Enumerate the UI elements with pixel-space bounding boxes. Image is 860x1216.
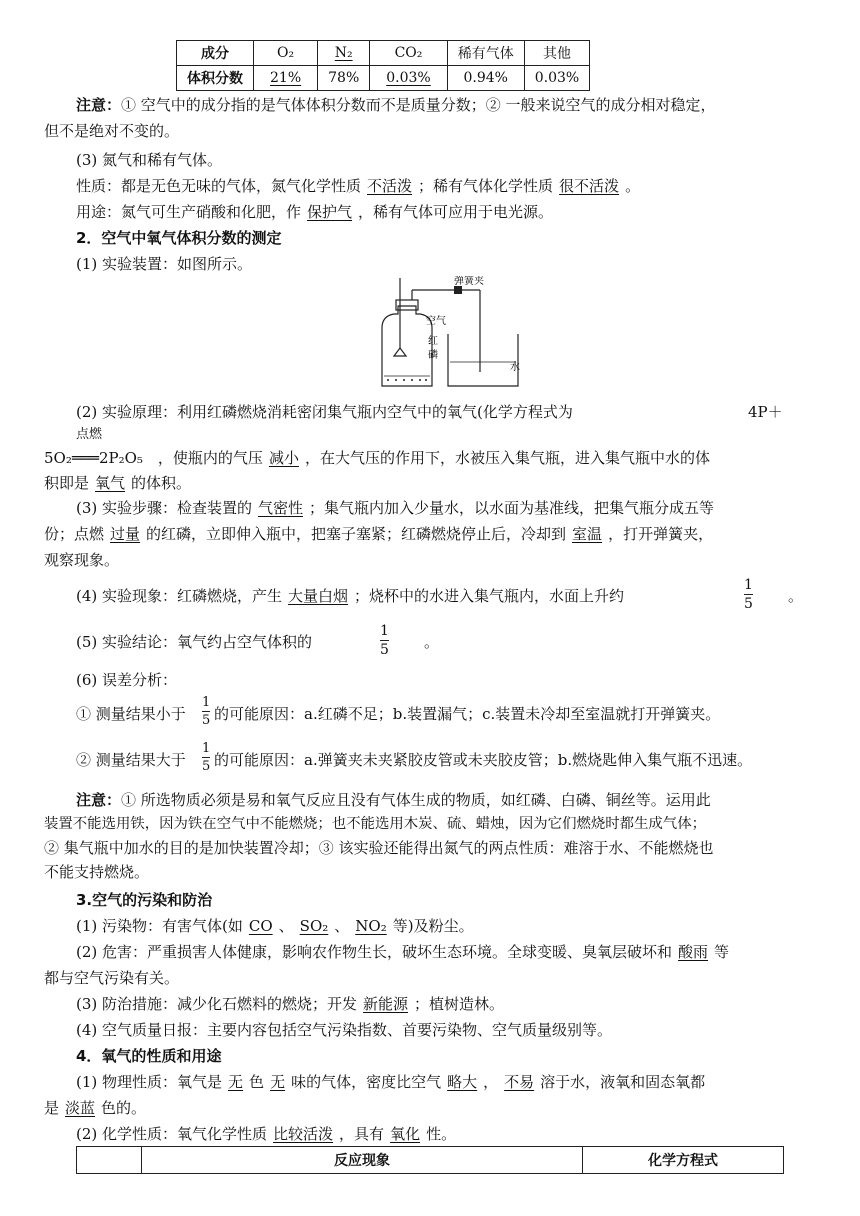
paragraph-line: 5O₂═══2P₂O₅ ，使瓶内的气压 减小 ，在大气压的作用下，水被压入集气瓶，进入集气瓶中水的体 [44, 449, 710, 467]
air-composition-table [176, 40, 590, 91]
fraction-one-fifth: $\frac{1}{5}$ [202, 695, 211, 728]
note-line: 但不是绝对不变的。 [44, 122, 180, 140]
fraction-one-fifth: $\frac{1}{5}$ [380, 623, 389, 658]
answer-blank: 淡蓝 [65, 1099, 96, 1117]
note-line: 装置不能选用铁，因为铁在空气中不能燃烧；也不能选用木炭、硫、蜡烛，因为它们燃烧时都生成气体； [44, 816, 706, 832]
note-line: 不能支持燃烧。 [44, 863, 150, 881]
paragraph-line: (2) 危害：严重损害人体健康，影响农作物生长，破坏生态环境。全球变暖、臭氧层破坏和 酸雨 等 [76, 943, 730, 961]
section-title: 2．空气中氧气体积分数的测定 [76, 229, 282, 247]
error-cause-line: 的可能原因：a.红磷不足；b.装置漏气；c.装置未冷却至室温就打开弹簧夹。 [214, 705, 721, 723]
paragraph-line: (3) 实验步骤：检查装置的 气密性 ；集气瓶内加入少量水，以水面为基准线，把集气瓶分成五等 [76, 499, 715, 517]
paragraph-line: (5) 实验结论：氧气约占空气体积的 [76, 633, 313, 651]
section-title: 4．氧气的性质和用途 [76, 1047, 222, 1065]
answer-blank: 酸雨 [678, 943, 709, 961]
table-header-cell [77, 1147, 142, 1174]
answer-blank: 不易 [504, 1073, 535, 1091]
answer-blank: 保护气 [307, 203, 353, 221]
table-header-cell: 化学方程式 [583, 1147, 784, 1174]
answer-blank: CO [248, 917, 273, 935]
paragraph-line: (1) 物理性质：氧气是 无 色 无 味的气体，密度比空气 略大 ， 不易 溶于水，液氧和固态氧都 [76, 1073, 706, 1091]
paragraph-line: (2) 化学性质：氧气化学性质 比较活泼 ，具有 氧化 性。 [76, 1125, 457, 1143]
table-cell: 21% [254, 66, 318, 91]
table-header-cell: 稀有气体 [447, 41, 524, 66]
fraction-one-fifth: $\frac{1}{5}$ [202, 741, 211, 774]
paragraph-line: 用途：氮气可生产硝酸和化肥，作 保护气 ，稀有气体可应用于电光源。 [76, 203, 554, 221]
paragraph-line: 是 淡蓝 色的。 [44, 1099, 147, 1117]
period: 。 [788, 587, 804, 605]
answer-blank: 大量白烟 [288, 587, 349, 605]
answer-blank: 新能源 [363, 995, 409, 1013]
subsection-title: (3) 氮气和稀有气体。 [76, 151, 223, 169]
table-header-cell: CO₂ [370, 41, 447, 66]
table-header-cell: 成分 [177, 41, 254, 66]
paragraph-line: (3) 防治措施：减少化石燃料的燃烧；开发 新能源 ；植树造林。 [76, 995, 505, 1013]
answer-blank: 很不活泼 [559, 177, 620, 195]
section-title: 3.空气的污染和防治 [76, 891, 213, 909]
equation-part: 4P＋ [748, 403, 783, 421]
error-cause-line: ① 测量结果小于 [76, 705, 186, 723]
table-header-row [77, 1147, 784, 1174]
table-header-cell: N₂ [318, 41, 370, 66]
note-line: 注意：① 所选物质必须是易和氧气反应且没有气体生成的物质，如红磷、白磷、铜丝等。运用此 [76, 791, 711, 809]
paragraph-line: 积即是 氧气 的体积。 [44, 474, 192, 492]
table-header-cell: O₂ [254, 41, 318, 66]
paragraph-line: (2) 实验原理：利用红磷燃烧消耗密闭集气瓶内空气中的氧气(化学方程式为 [76, 403, 573, 421]
phosphorus-label: 红 [428, 336, 438, 347]
answer-blank: 氧化 [390, 1125, 421, 1143]
table-header-cell: 反应现象 [142, 1147, 583, 1174]
answer-blank: SO₂ [299, 917, 329, 935]
clip-label: 弹簧夹 [454, 276, 484, 287]
answer-blank: 比较活泼 [273, 1125, 334, 1143]
answer-blank: 减小 [268, 449, 299, 467]
answer-blank: 不活泼 [367, 177, 413, 195]
answer-blank: 室温 [572, 525, 603, 543]
paragraph-line: 都与空气污染有关。 [44, 969, 180, 987]
note-line: ② 集气瓶中加水的目的是加快装置冷却；③ 该实验还能得出氮气的两点性质：难溶于水、不能燃烧也 [44, 839, 714, 857]
fraction-one-fifth: $\frac{1}{5}$ [744, 577, 753, 612]
period: 。 [424, 633, 440, 651]
paragraph-line: (1) 污染物：有害气体(如 CO 、 SO₂ 、 NO₂ 等)及粉尘。 [76, 917, 474, 935]
experiment-apparatus-figure [370, 276, 540, 392]
table-cell: 0.03% [524, 66, 589, 91]
error-cause-line: 的可能原因：a.弹簧夹未夹紧胶皮管或未夹胶皮管；b.燃烧匙伸入集气瓶不迅速。 [214, 751, 753, 769]
table-header-row [177, 41, 590, 66]
subsection-title: (6) 误差分析： [76, 671, 178, 689]
reaction-condition: 点燃 [76, 427, 103, 442]
answer-blank: 无 [228, 1073, 244, 1091]
table-cell: 0.94% [447, 66, 524, 91]
note-line: 注意：① 空气中的成分指的是气体体积分数而不是质量分数；② 一般来说空气的成分相对稳定， [76, 96, 716, 114]
answer-blank: 气密性 [258, 499, 304, 517]
oxygen-reaction-table [76, 1146, 784, 1174]
table-row [177, 66, 590, 91]
air-label: 空气 [426, 316, 446, 327]
answer-blank: 氧气 [95, 474, 126, 492]
table-cell: 78% [318, 66, 370, 91]
paragraph-line: (4) 实验现象：红磷燃烧，产生 大量白烟 ；烧杯中的水进入集气瓶内，水面上升约 [76, 587, 625, 605]
paragraph-line: 观察现象。 [44, 551, 120, 569]
answer-blank: 无 [270, 1073, 286, 1091]
paragraph-line: 性质：都是无色无味的气体，氮气化学性质 不活泼 ；稀有气体化学性质 很不活泼 。 [76, 177, 641, 195]
paragraph-line: (1) 实验装置：如图所示。 [76, 255, 253, 273]
error-cause-line: ② 测量结果大于 [76, 751, 186, 769]
table-row-label: 体积分数 [177, 66, 254, 91]
answer-blank: 略大 [447, 1073, 478, 1091]
answer-blank: 过量 [110, 525, 141, 543]
paragraph-line: 份；点燃 过量 的红磷，立即伸入瓶中，把塞子塞紧；红磷燃烧停止后，冷却到 室温 ，打开弹簧夹， [44, 525, 714, 543]
answer-blank: NO₂ [355, 917, 387, 935]
table-cell: 0.03% [370, 66, 447, 91]
paragraph-line: (4) 空气质量日报：主要内容包括空气污染指数、首要污染物、空气质量级别等。 [76, 1021, 613, 1039]
water-label: 水 [510, 362, 520, 373]
table-header-cell: 其他 [524, 41, 589, 66]
phosphorus-label: 磷 [428, 350, 438, 361]
